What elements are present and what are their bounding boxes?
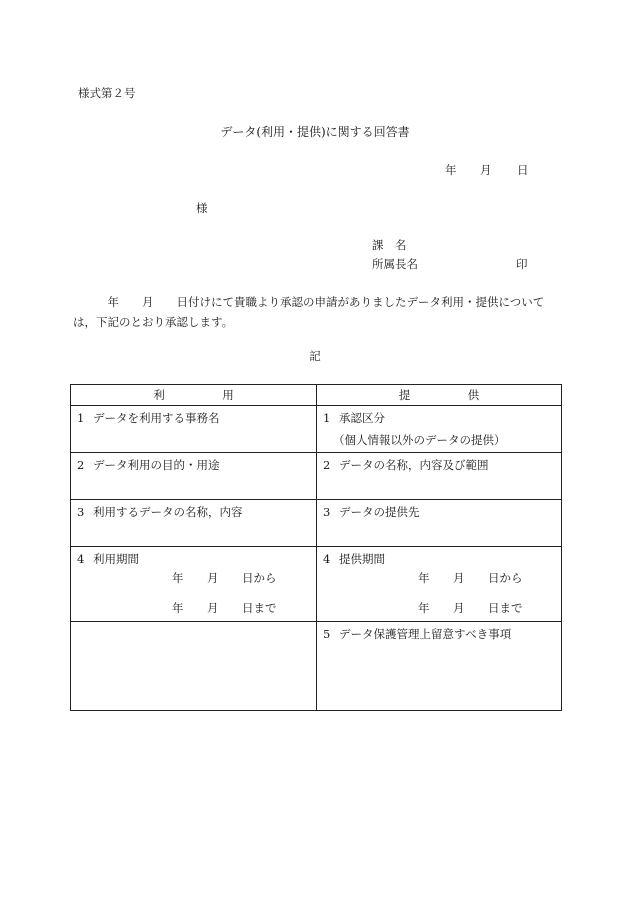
date-year: 年 [445, 163, 457, 177]
section-name-label: 課 名 [372, 238, 407, 252]
provision-item-4 [317, 547, 562, 622]
item-label: データを利用する事務名 [93, 411, 220, 425]
period-day: 日まで [488, 601, 523, 615]
provision-item-5 [317, 622, 562, 711]
provision-period-from [323, 569, 555, 587]
period-year: 年 [172, 571, 184, 585]
period-year: 年 [172, 601, 184, 615]
period-month: 月 [207, 601, 219, 615]
table-row [71, 500, 562, 547]
usage-item-empty [71, 622, 317, 711]
item-label: データの名称，内容及び範囲 [339, 458, 489, 472]
table-row [71, 547, 562, 622]
usage-period-from [77, 569, 310, 587]
usage-item-4 [71, 547, 317, 622]
period-day: 日まで [242, 601, 277, 615]
item-number: 3 [323, 505, 331, 519]
item-number: 2 [77, 458, 85, 472]
provision-period-to [323, 599, 555, 617]
provision-item-1 [317, 406, 562, 453]
item-label: 承認区分 [339, 411, 385, 425]
date-line [445, 162, 529, 178]
addressee-suffix: 様 [196, 201, 208, 215]
period-year: 年 [418, 601, 430, 615]
period-month: 月 [453, 571, 465, 585]
item-label: データ利用の目的・用途 [93, 458, 220, 472]
table-header-row [71, 385, 562, 406]
body-text: 年 月 日付けにて貴職より承認の申請がありましたデータ利用・提供については，下記のとおり承認します。 [73, 295, 545, 329]
seal-label: 印 [516, 257, 528, 271]
item-label: データ保護管理上留意すべき事項 [339, 627, 512, 641]
period-month: 月 [207, 571, 219, 585]
table-row [71, 406, 562, 453]
item-number: 1 [323, 411, 331, 425]
date-day: 日 [517, 163, 529, 177]
usage-period-to [77, 599, 310, 617]
provision-item-3 [317, 500, 562, 547]
header-usage: 利 用 [71, 385, 317, 406]
approval-table [70, 384, 562, 711]
item-number: 4 [323, 552, 331, 566]
period-day: 日から [488, 571, 523, 585]
item-number: 2 [323, 458, 331, 472]
usage-item-2 [71, 453, 317, 500]
date-month: 月 [480, 163, 492, 177]
item-label: データの提供先 [339, 505, 420, 519]
item-number: 5 [323, 627, 331, 641]
usage-item-1 [71, 406, 317, 453]
document-title: データ(利用・提供)に関する回答書 [220, 125, 410, 139]
item-label: 提供期間 [339, 552, 385, 566]
item-number: 1 [77, 411, 85, 425]
usage-item-3 [71, 500, 317, 547]
period-year: 年 [418, 571, 430, 585]
department-head-label: 所属長名 [372, 257, 418, 271]
table-row [71, 453, 562, 500]
item-note: （個人情報以外のデータの提供） [333, 433, 506, 447]
header-provision: 提 供 [317, 385, 562, 406]
table-row [71, 622, 562, 711]
provision-item-2 [317, 453, 562, 500]
item-number: 3 [77, 505, 85, 519]
item-label: 利用するデータの名称，内容 [93, 505, 243, 519]
form-number: 様式第２号 [78, 86, 136, 100]
item-number: 4 [77, 552, 85, 566]
ki-heading: 記 [309, 349, 321, 363]
period-day: 日から [242, 571, 277, 585]
period-month: 月 [453, 601, 465, 615]
item-label: 利用期間 [93, 552, 139, 566]
